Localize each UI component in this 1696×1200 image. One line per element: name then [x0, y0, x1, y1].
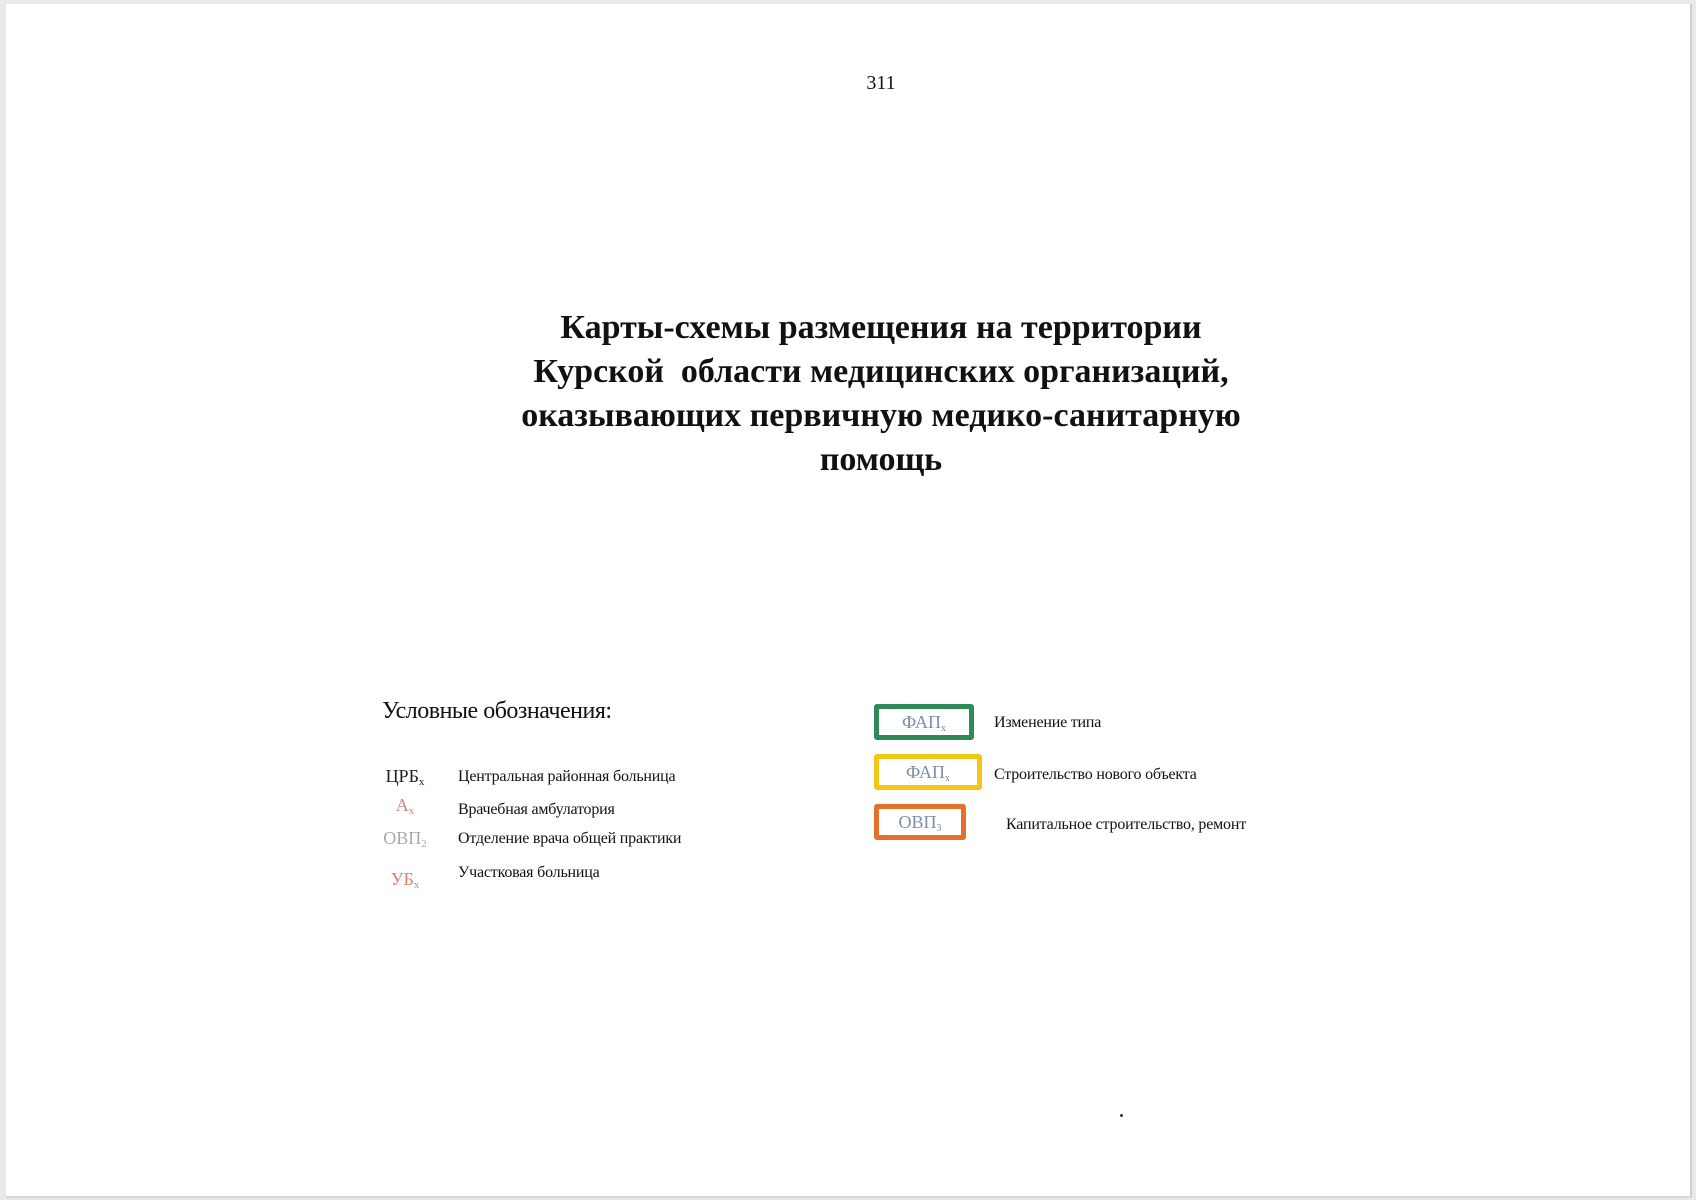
page-number: 311	[866, 72, 896, 94]
marker-new-construction: $ФАП_х$	[874, 754, 982, 790]
marker-capital-repair: $ОВП_3$	[874, 804, 966, 840]
scan-speck	[1120, 1114, 1123, 1117]
legend-label-crb: Центральная районная больница	[458, 768, 676, 785]
legend-label-ub: Участковая больница	[458, 864, 600, 881]
page-title	[6, 306, 1696, 482]
title-line: помощь	[819, 441, 943, 478]
title-line: Карты-схемы размещения на территории	[560, 309, 1202, 346]
marker-label-capital-repair: Капитальное строительство, ремонт	[1006, 816, 1246, 833]
marker-label-new-construction: Строительство нового объекта	[994, 766, 1197, 783]
document-page	[6, 4, 1692, 1198]
marker-label-type-change: Изменение типа	[994, 714, 1102, 731]
legend-abbr-crb: $ЦРБ_х$	[385, 766, 425, 788]
marker-type-change: $ФАП_х$	[874, 704, 974, 740]
legend-heading: Условные обозначения:	[382, 698, 612, 724]
title-line: Курской области медицинских организаций,	[533, 353, 1229, 390]
legend-abbr-ovp: $ОВП_2$	[383, 828, 427, 850]
legend-abbr-ambulatory: $А_х$	[395, 795, 415, 817]
legend-label-ambulatory: Врачебная амбулатория	[458, 801, 615, 818]
legend-label-ovp: Отделение врача общей практики	[458, 830, 682, 847]
title-line: оказывающих первичную медико-санитарную	[521, 397, 1241, 434]
legend-abbr-ub: $УБ_х$	[390, 869, 420, 891]
